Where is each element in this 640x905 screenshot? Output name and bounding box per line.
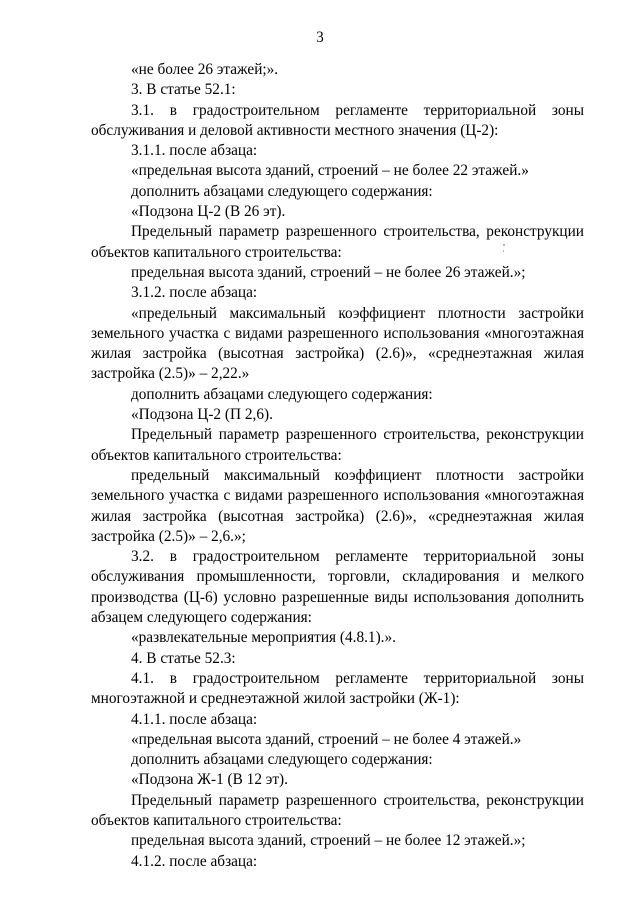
paragraph: Предельный параметр разрешенного строительства, реконструкции объектов капитального строительства: xyxy=(91,426,584,464)
paragraph: 4. В статье 52.3: xyxy=(131,649,236,667)
paragraph: предельная высота зданий, строений – не более 12 этажей.»; xyxy=(131,832,526,850)
paragraph: 3.2. в градостроительном регламенте территориальной зоны обслуживания промышленности, торговли, складирования и мелкого производства (Ц-6) условно разрешенные виды использования дополнить абзацем следующего содержания: xyxy=(91,548,584,627)
paragraph: «Подзона Ц-2 (В 26 эт). xyxy=(131,203,286,221)
page-number: 3 xyxy=(316,29,324,46)
paragraph: 3.1. в градостроительном регламенте территориальной зоны обслуживания и деловой активности местного значения (Ц-2): xyxy=(91,101,584,139)
paragraph: 3. В статье 52.1: xyxy=(131,81,236,99)
paragraph: «не более 26 этажей;». xyxy=(131,61,279,78)
paragraph: 4.1. в градостроительном регламенте территориальной зоны многоэтажной и среднеэтажной жилой застройки (Ж-1): xyxy=(91,669,584,708)
scan-speck xyxy=(503,244,505,246)
paragraph: 3.1.2. после абзаца: xyxy=(131,284,258,302)
paragraph: 4.1.1. после абзаца: xyxy=(131,710,258,728)
paragraph: «предельный максимальный коэффициент плотности застройки земельного участка с видами разрешенного использования «многоэтажная жилая застройка (высотная застройка) (2.6)», «среднеэтажная жилая застройка (2.5)» – 2,22.» xyxy=(91,304,584,383)
paragraph: дополнить абзацами следующего содержания: xyxy=(131,385,433,403)
paragraph: Предельный параметр разрешенного строительства, реконструкции объектов капитального строительства: xyxy=(91,223,584,261)
paragraph: дополнить абзацами следующего содержания: xyxy=(131,182,433,200)
scan-speck xyxy=(503,250,504,252)
paragraph: Предельный параметр разрешенного строительства, реконструкции объектов капитального строительства: xyxy=(91,791,584,829)
paragraph: 3.1.1. после абзаца: xyxy=(131,142,258,160)
paragraph: дополнить абзацами следующего содержания: xyxy=(131,751,433,769)
paragraph: «предельная высота зданий, строений – не более 4 этажей.» xyxy=(131,730,522,748)
paragraph: 4.1.2. после абзаца: xyxy=(131,852,258,870)
paragraph: «Подзона Ж-1 (В 12 эт). xyxy=(131,771,288,789)
paragraph: «развлекательные мероприятия (4.8.1).». xyxy=(131,629,396,647)
paragraph: «Подзона Ц-2 (П 2,6). xyxy=(131,406,273,424)
paragraph: предельная высота зданий, строений – не более 26 этажей.»; xyxy=(131,263,526,281)
paragraph: «предельная высота зданий, строений – не более 22 этажей.» xyxy=(131,162,529,180)
document-body xyxy=(91,60,584,872)
paragraph: предельный максимальный коэффициент плотности застройки земельного участка с видами разрешенного использования «многоэтажная жилая застройка (высотная застройка) (2.6)», «среднеэтажная жилая застройка (2.5)» – 2,6.»; xyxy=(91,466,584,545)
